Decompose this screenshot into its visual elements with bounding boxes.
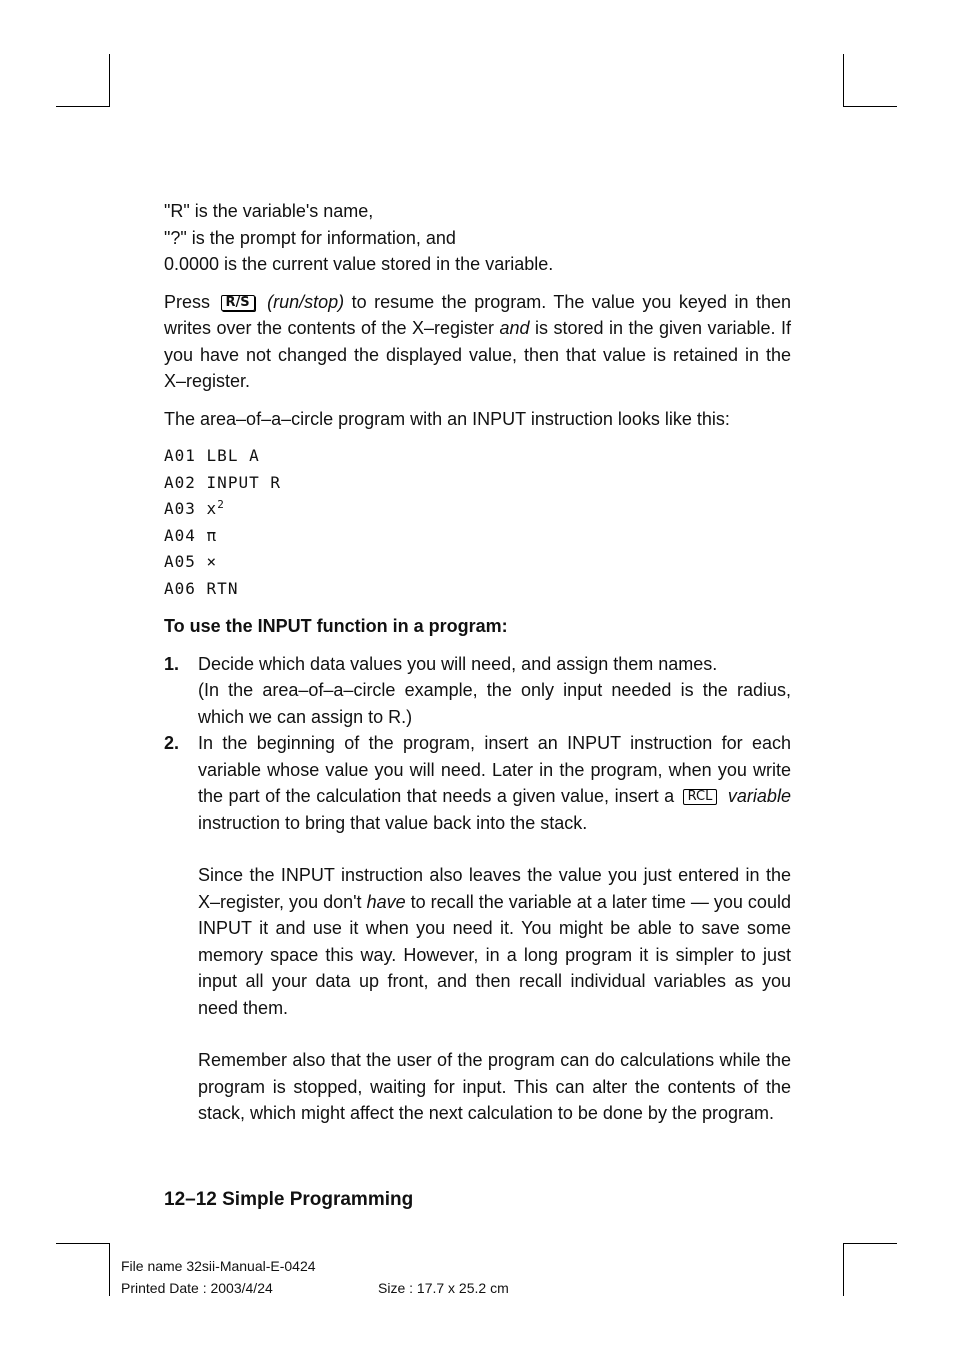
crop-mark-top-left-horizontal <box>56 106 110 107</box>
run-stop-key-icon: R/S <box>221 295 255 311</box>
crop-mark-top-left-vertical <box>109 54 110 106</box>
step-text: Decide which data values you will need, and assign them names. <box>198 653 718 674</box>
press-text: is stored in the given variable. If you have not changed the displayed value, then that value is retained in the X–register. <box>164 318 791 391</box>
step-text: (In the area–of–a–circle example, the only input needed is the radius, which we can assign to R.) <box>198 680 791 727</box>
step-number: 2. <box>164 733 180 753</box>
program-listing <box>164 443 791 602</box>
have-italic: have <box>366 891 406 912</box>
intro-line: 0.0000 is the current value stored in the variable. <box>164 254 554 274</box>
step-text: Remember also that the user of the program can do calculations while the program is stopped, waiting for input. This can alter the contents of the stack, which might affect the next calculation to be done by the program. <box>198 1050 791 1123</box>
crop-mark-bottom-left-vertical <box>109 1243 110 1296</box>
program-line: A03 $x^2$ <box>164 498 225 518</box>
crop-mark-bottom-right-horizontal <box>843 1243 897 1244</box>
crop-mark-top-right-horizontal <box>843 106 897 107</box>
press-paragraph <box>164 289 791 395</box>
step-number: 1. <box>164 653 180 674</box>
crop-mark-bottom-left-horizontal <box>56 1243 110 1244</box>
press-word: Press <box>164 291 211 312</box>
rcl-key-icon: RCL <box>683 789 718 805</box>
steps-list <box>164 651 791 1127</box>
step-1 <box>164 651 791 731</box>
program-line: A06 RTN <box>164 578 239 598</box>
step-text: Since the INPUT instruction also leaves the value you just entered in the X–register, you don't have to recall the variable at a later time — you could INPUT it and use it when you need it. You might be able to save some memory space this way. However, in a long program it is simpler to just input all your data up front, and then recall individual variables as you need them. <box>198 865 791 1018</box>
intro-line: "?" is the prompt for information, and <box>164 227 456 248</box>
page-footer-title: 12–12 Simple Programming <box>164 1189 414 1210</box>
program-line: A02 INPUT R <box>164 472 281 492</box>
press-text: to resume the program. The value you keyed in then writes over the contents of the X–register <box>164 291 791 338</box>
section-heading: To use the INPUT function in a program: <box>164 616 508 636</box>
crop-mark-bottom-right-vertical <box>843 1243 844 1296</box>
intro-line: "R" is the variable's name, <box>164 201 374 221</box>
run-stop-label: (run/stop) <box>267 291 345 312</box>
crop-mark-top-right-vertical <box>843 54 844 106</box>
program-line: A01 LBL A <box>164 446 260 465</box>
program-line: A05 × <box>164 552 218 571</box>
file-name: File name 32sii-Manual-E-0424 <box>121 1258 316 1274</box>
variable-italic: variable <box>727 786 791 806</box>
area-intro: The area–of–a–circle program with an INPUT instruction looks like this: <box>164 408 730 429</box>
page-body <box>164 198 791 1127</box>
printed-date: Printed Date : 2003/4/24 <box>121 1280 273 1296</box>
step-2 <box>164 730 791 1127</box>
step-text: In the beginning of the program, insert an INPUT instruction for each variable whose value you will need. Later in the program, when you write the part of the calculation that needs a given value, insert a RCL variable instruction to bring that value back into the stack. <box>198 733 791 833</box>
print-size: Size : 17.7 x 25.2 cm <box>378 1280 509 1296</box>
program-line: A04 π <box>164 525 218 545</box>
and-italic: and <box>499 318 530 338</box>
